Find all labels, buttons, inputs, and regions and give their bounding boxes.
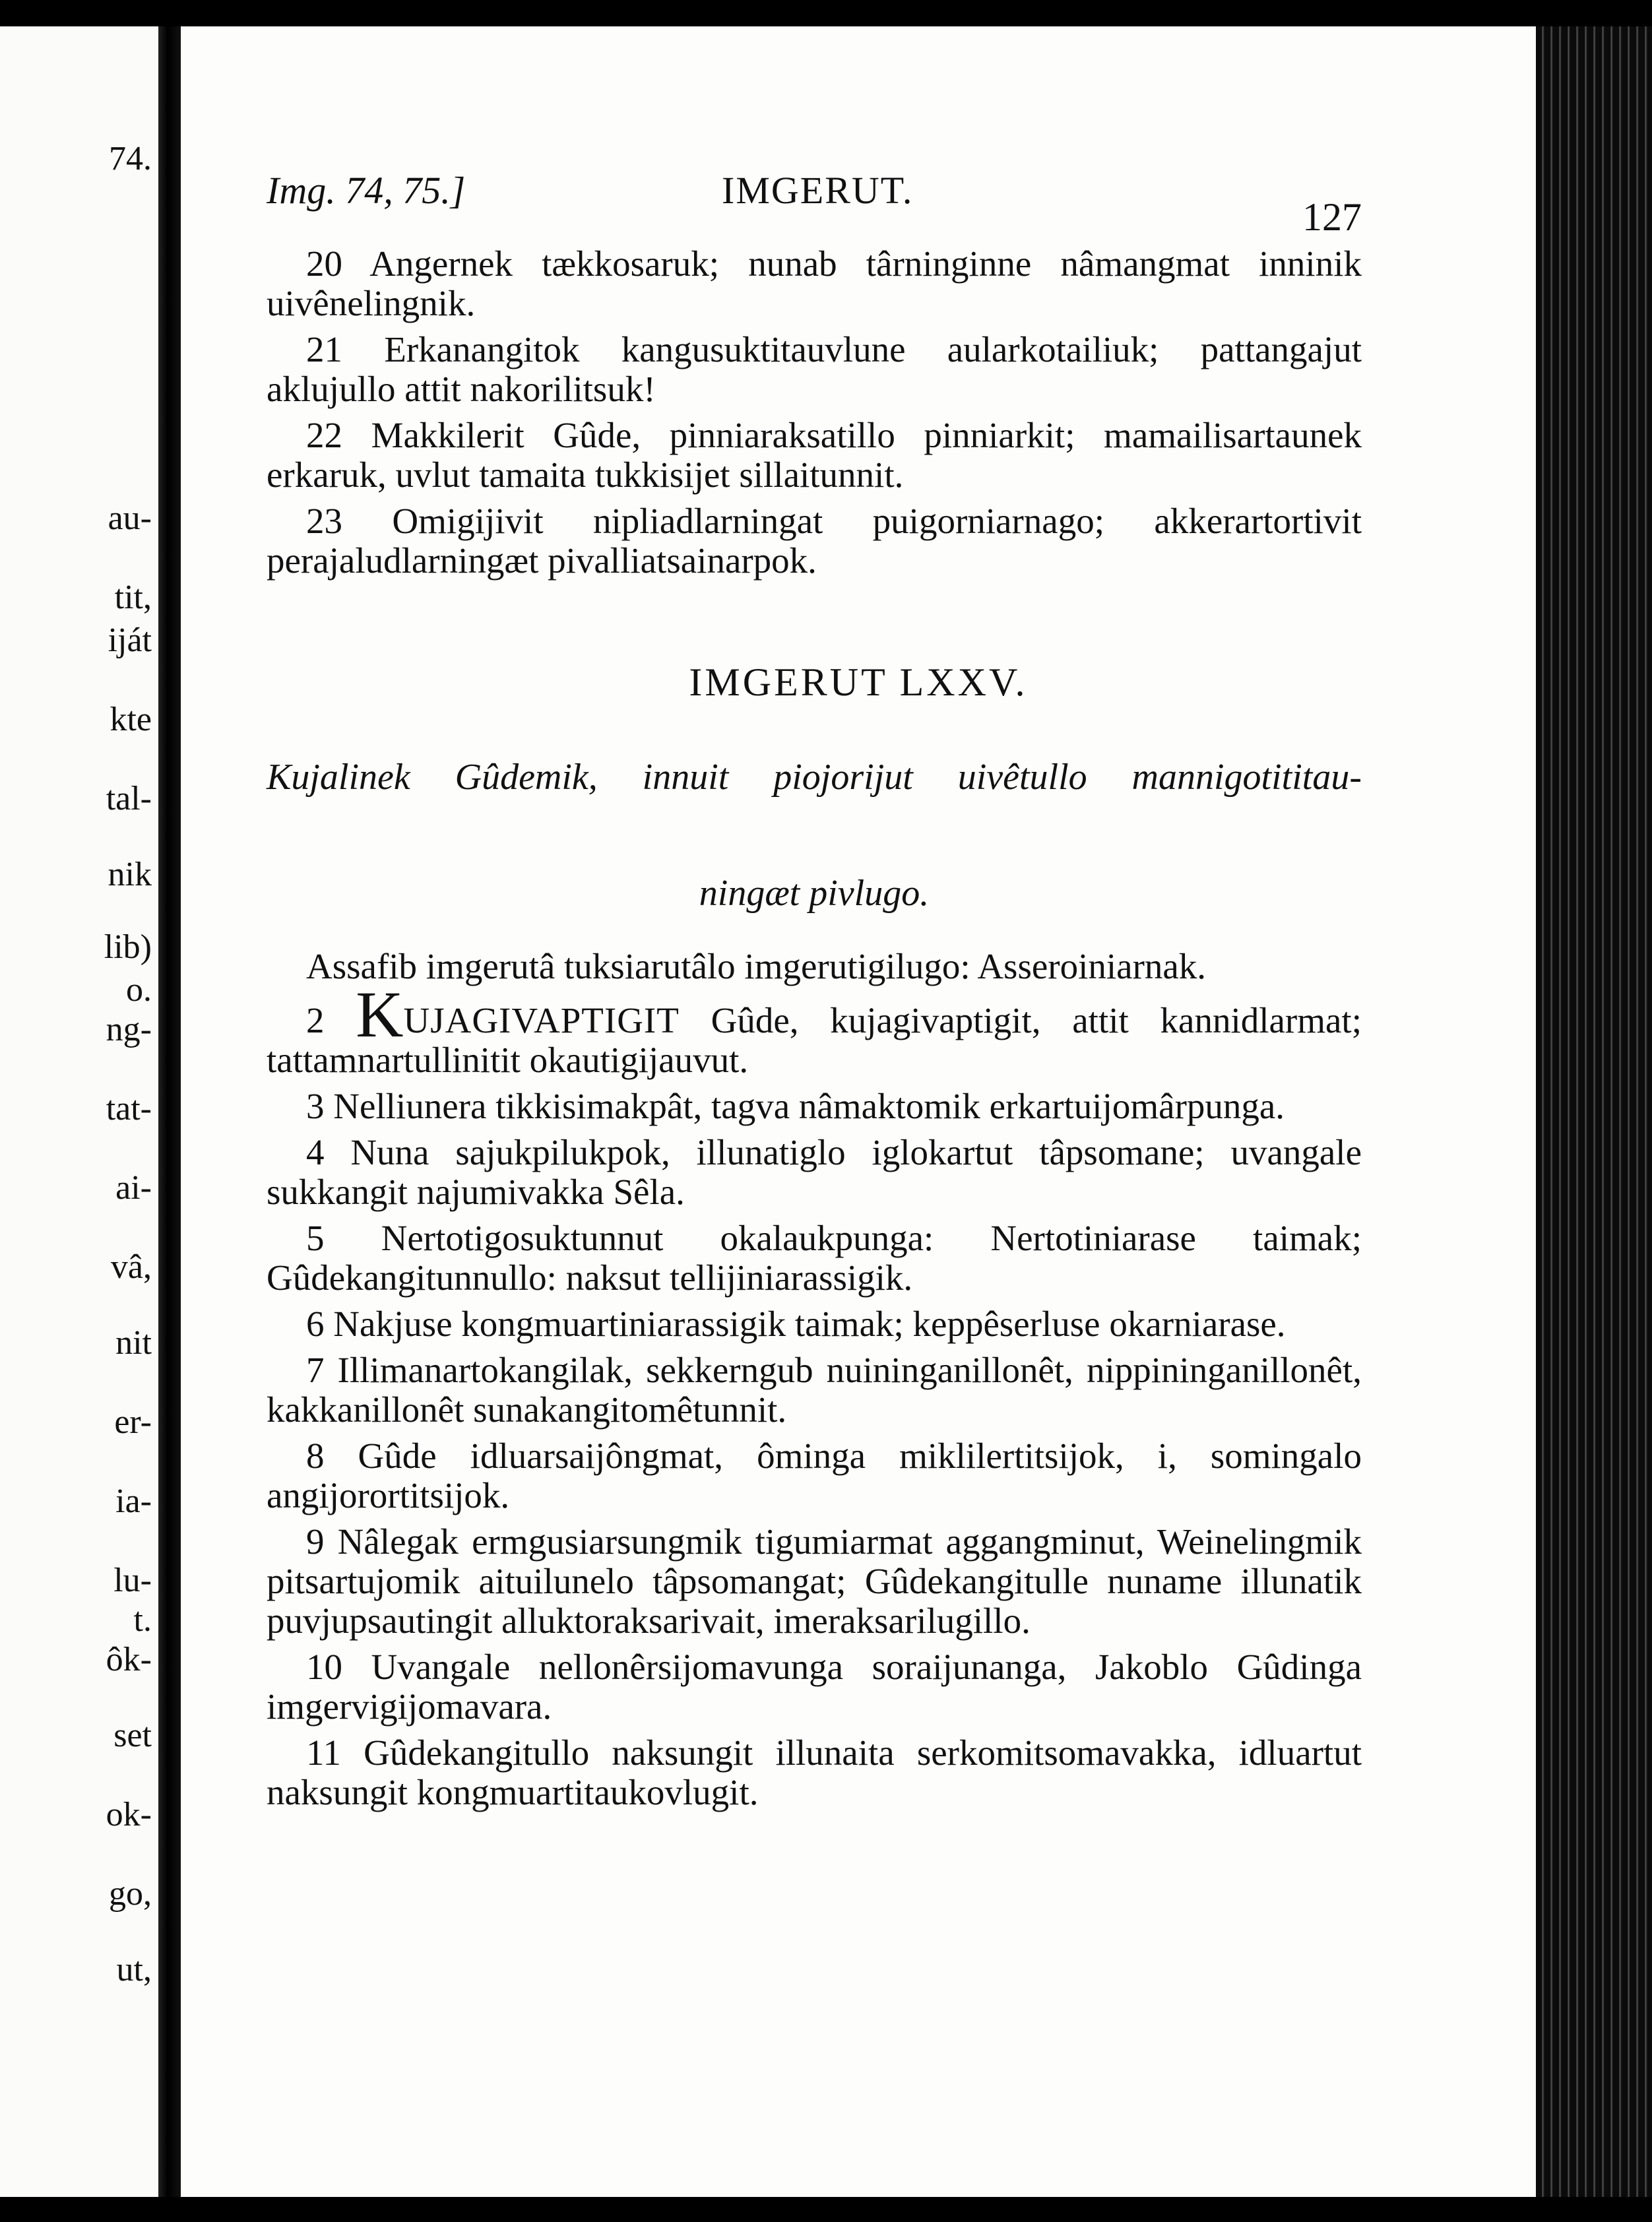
running-head-title: IMGERUT. xyxy=(722,169,914,212)
left-page-line-fragment: set xyxy=(113,1717,152,1754)
verse: 3 Nelliunera tikkisimakpât, tagva nâmaktomik erkartuijomârpunga. xyxy=(306,1086,1285,1126)
summary-line: ningæt pivlugo. xyxy=(699,873,930,914)
left-page-line-fragment: tal- xyxy=(106,780,152,817)
left-page-line-fragment: ut, xyxy=(116,1951,152,1988)
page-stack-edges xyxy=(1536,26,1652,2197)
left-page-line-fragment: er- xyxy=(114,1403,152,1441)
left-page-line-fragment: go, xyxy=(109,1875,152,1913)
left-page-line-fragment: au- xyxy=(108,499,152,537)
previous-psalm-verses xyxy=(267,244,1362,587)
drop-capital: K xyxy=(356,978,404,1051)
book-gutter xyxy=(158,26,181,2197)
psalm-summary xyxy=(267,759,1362,912)
verse: 11 Gûdekangitullo naksungit illunaita serkomitsomavakka, idluartut naksungit kongmuartitaukovlugit. xyxy=(267,1732,1362,1812)
psalm-verses xyxy=(267,947,1362,1819)
left-page-line-fragment: t. xyxy=(133,1601,152,1639)
summary-line: Kujalinek Gûdemik, innuit piojorijut uivêtullo mannigotititau- xyxy=(267,757,1362,798)
verse: 20 Angernek tækkosaruk; nunab târninginne nâmangmat inninik uivênelingnik. xyxy=(267,243,1362,323)
small-caps-word: UJAGIVAPTIGIT xyxy=(403,1000,680,1040)
left-page-line-fragment: o. xyxy=(126,971,152,1009)
left-page-line-fragment: ng- xyxy=(106,1011,152,1048)
verse: 22 Makkilerit Gûde, pinniaraksatillo pinniarkit; mamailisartaunek erkaruk, uvlut tamaita tukkisijet sillaitunnit. xyxy=(267,415,1362,495)
left-page-line-fragment: ok- xyxy=(106,1796,152,1833)
verse: 10 Uvangale nellonêrsijomavunga soraijunanga, Jakoblo Gûdinga imgervigijomavara. xyxy=(267,1647,1362,1727)
left-page-line-fragment: vâ, xyxy=(110,1248,152,1286)
previous-page-edge xyxy=(0,26,158,2197)
running-head-reference: Img. 74, 75.] xyxy=(267,169,466,212)
page-number: 127 xyxy=(1302,195,1362,239)
verse: 9 Nâlegak ermgusiarsungmik tigumiarmat aggangminut, Weinelingmik pitsartujomik aituilunelo tâpsomangat; Gûdekangitulle nuname illunatik puvjupsautingit alluktoraksarivait, imeraksarilugillo. xyxy=(267,1521,1362,1641)
left-page-line-fragment: ôk- xyxy=(106,1641,152,1678)
left-page-line-fragment: lib) xyxy=(104,928,152,966)
left-page-line-fragment: nit xyxy=(115,1324,152,1362)
verse: 23 Omigijivit nipliadlarningat puigorniarnago; akkerartortivit perajaludlarningæt pivalliatsainarpok. xyxy=(267,501,1362,581)
left-page-line-fragment: ai- xyxy=(115,1169,152,1207)
left-page-line-fragment: tit, xyxy=(114,579,152,616)
verse-with-dropcap xyxy=(267,978,1362,1080)
running-head xyxy=(267,168,1362,239)
book-page xyxy=(181,26,1536,2197)
verse: 21 Erkanangitok kangusuktitauvlune aularkotailiuk; pattangajut aklujullo attit nakorilitsuk! xyxy=(267,329,1362,409)
left-page-line-fragment: tat- xyxy=(106,1090,152,1127)
psalm-heading: IMGERUT LXXV. xyxy=(689,660,1028,704)
left-page-line-fragment: iját xyxy=(108,621,152,659)
left-page-line-fragment: kte xyxy=(110,701,152,738)
left-page-line-fragment: 74. xyxy=(109,140,152,177)
verse: 6 Nakjuse kongmuartiniarassigik taimak; keppêserluse okarniarase. xyxy=(306,1304,1286,1344)
left-page-line-fragment: nik xyxy=(108,856,152,893)
verse: 8 Gûde idluarsaijôngmat, ôminga miklilertitsijok, i, somingalo angijorortitsijok. xyxy=(267,1436,1362,1515)
verse: 5 Nertotigosuktunnut okalaukpunga: Nertotiniarase taimak; Gûdekangitunnullo: naksut tellijiniarassigik. xyxy=(267,1218,1362,1298)
psalm-superscription: Assafib imgerutâ tuksiarutâlo imgerutigilugo: Asseroiniarnak. xyxy=(306,946,1207,986)
verse-text: Gûde, kujagivaptigit, attit kannidlarmat; tattamnartullinitit okautigijauvut. xyxy=(267,1000,1362,1080)
verse: 4 Nuna sajukpilukpok, illunatiglo iglokartut tâpsomane; uvangale sukkangit najumivakka Sêla. xyxy=(267,1132,1362,1212)
left-page-line-fragment: lu- xyxy=(113,1562,152,1599)
left-page-line-fragment: ia- xyxy=(115,1482,152,1520)
verse: 7 Illimanartokangilak, sekkerngub nuininganillonêt, nippininganillonêt, kakkanillonêt sunakangitomêtunnit. xyxy=(267,1350,1362,1430)
verse-number: 2 xyxy=(306,1000,325,1040)
